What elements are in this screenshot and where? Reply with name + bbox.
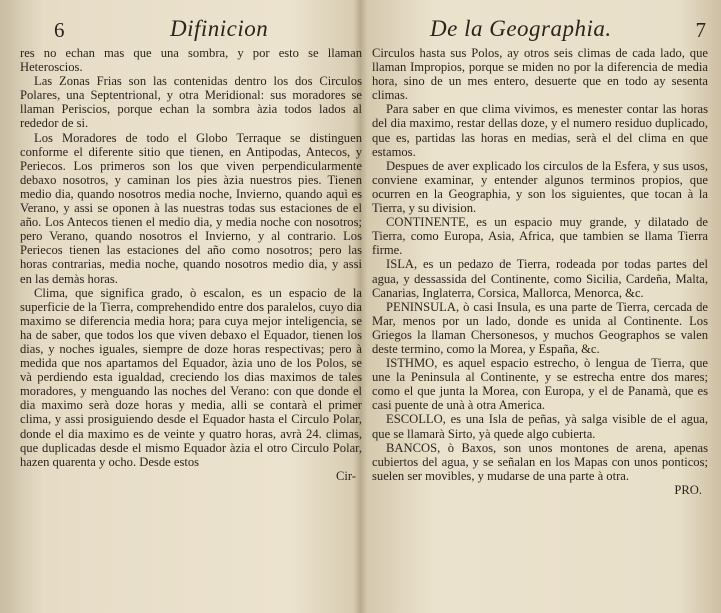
right-catchword: PRO. (674, 482, 702, 497)
left-running-title: Difinicion (170, 16, 269, 41)
right-text-block (372, 46, 708, 497)
left-paragraph: Clima, que significa grado, ò escalon, es un espacio de la superficie de la Tierra, comprehendido entre dos paralelos, cuyo dia maximo se diferencia media hora; para cuya mejor inteligencia, se ha de saber, que todos los que viven debaxo el Equador, tienen los dias, y noches iguales, siempre de doze horas respectivas; pero à medida que nos apartamos del Equador, àzia uno de los Polos, se và perdiendo esta igualdad, creciendo los dias maximos de tales moradores, y menguando las noches del Verano: con que donde el dia maximo serà doze horas y media, alli se contarà el primer clima, y assi prosiguiendo desde el Equador hasta el Circulo Polar, donde el dia maximo es de veinte y quatro horas, avrà 24. climas, que duplicadas desde el mismo Equador àzia el otro Circulo Polar, hazen quarenta y ocho. Desde estos (20, 285, 362, 469)
left-page-number: 6 (54, 18, 65, 42)
right-paragraph: PENINSULA, ò casi Insula, es una parte de Tierra, cercada de Mar, menos por un lado, donde es unida al Continente. Los Griegos la llaman Chersonesos, y muchos Geographos se valen deste termino, como la Morea, y España, &c. (372, 299, 708, 356)
right-paragraph: Para saber en que clima vivimos, es menester contar las horas del dia maximo, restar dellas doze, y el numero residuo duplicado, que es, partidas las horas en medias, serà el del clima en que estamos. (372, 102, 708, 159)
right-paragraph: BANCOS, ò Baxos, son unos montones de arena, apenas cubiertos del agua, y se señalan en los Mapas con unos ponticos; suelen ser movibles, y mudarse de una parte à otra. (372, 440, 708, 483)
right-page (372, 14, 708, 606)
right-running-head (372, 14, 708, 46)
left-paragraph: res no echan mas que una sombra, y por esto se llaman Heteroscios. (20, 46, 362, 75)
left-page (20, 14, 362, 606)
right-paragraph: Despues de aver explicado los circulos de la Esfera, y sus usos, conviene examinar, y entender algunos terminos propios, que ocurren en la Geographia, y son los siguientes, que tocan à la Tierra, y su division. (372, 158, 708, 216)
left-paragraph: Las Zonas Frias son las contenidas dentro los dos Circulos Polares, una Septentrional, y otra Meridional: sus moradores se llaman Periscios, porque echan la sombra àzia todos lados al rededor de si. (20, 74, 362, 131)
right-paragraph: ISLA, es un pedazo de Tierra, rodeada por todas partes del agua, y dessassida del Continente, como Sicilia, Cardeña, Malta, Canarias, Inglaterra, Corsica, Mallorca, Menorca, &c. (372, 257, 708, 300)
left-running-head (20, 14, 362, 46)
right-paragraph: ESCOLLO, es una Isla de peñas, yà salga visible de el agua, que se llamarà Sirto, yà quede algo cubierta. (372, 412, 708, 441)
right-page-number: 7 (695, 18, 706, 42)
left-paragraph: Los Moradores de todo el Globo Terraque se distinguen conforme el diferente sitio que tienen, en Antipodas, Antecos, y Periecos. Los primeros son los que viven perpendicularmente debaxo nosotros, y caminan los pies àzia nuestros pies. Tienen medio dia, quando nosotros media noche, Invierno, quando aquì es Verano, y assi se oponen à las nuestras todas sus estaciones de el año. Los Antecos tienen el medio dia, y media noche con nosotros; pero Verano, quando nosotros el Invierno, y al contrario. Los Periecos tienen las estaciones del año como nosotros; pero las horas contrarias, media noche, quando nosotros medio dia, y assi en las demàs horas. (20, 130, 362, 286)
left-catchword: Cir- (335, 468, 356, 483)
right-paragraph: CONTINENTE, es un espacio muy grande, y dilatado de Tierra, como Europa, Asia, Africa, que tambien se llama Tierra firme. (372, 215, 708, 258)
right-running-title: De la Geographia. (430, 16, 612, 41)
right-paragraph: ISTHMO, es aquel espacio estrecho, ò lengua de Tierra, que une la Peninsula al Continente, y se estrecha entre dos mares; como el que junta la Morea, con Europa, y el de Panamà, que es casi puente de unà à otra America. (372, 356, 708, 413)
left-text-block (20, 46, 362, 483)
right-paragraph: Circulos hasta sus Polos, ay otros seis climas de cada lado, que llaman Impropios, porque se miden no por la diferencia de media hora, sino de un mes entero, desuerte que en todo ay sesenta climas. (372, 46, 708, 103)
